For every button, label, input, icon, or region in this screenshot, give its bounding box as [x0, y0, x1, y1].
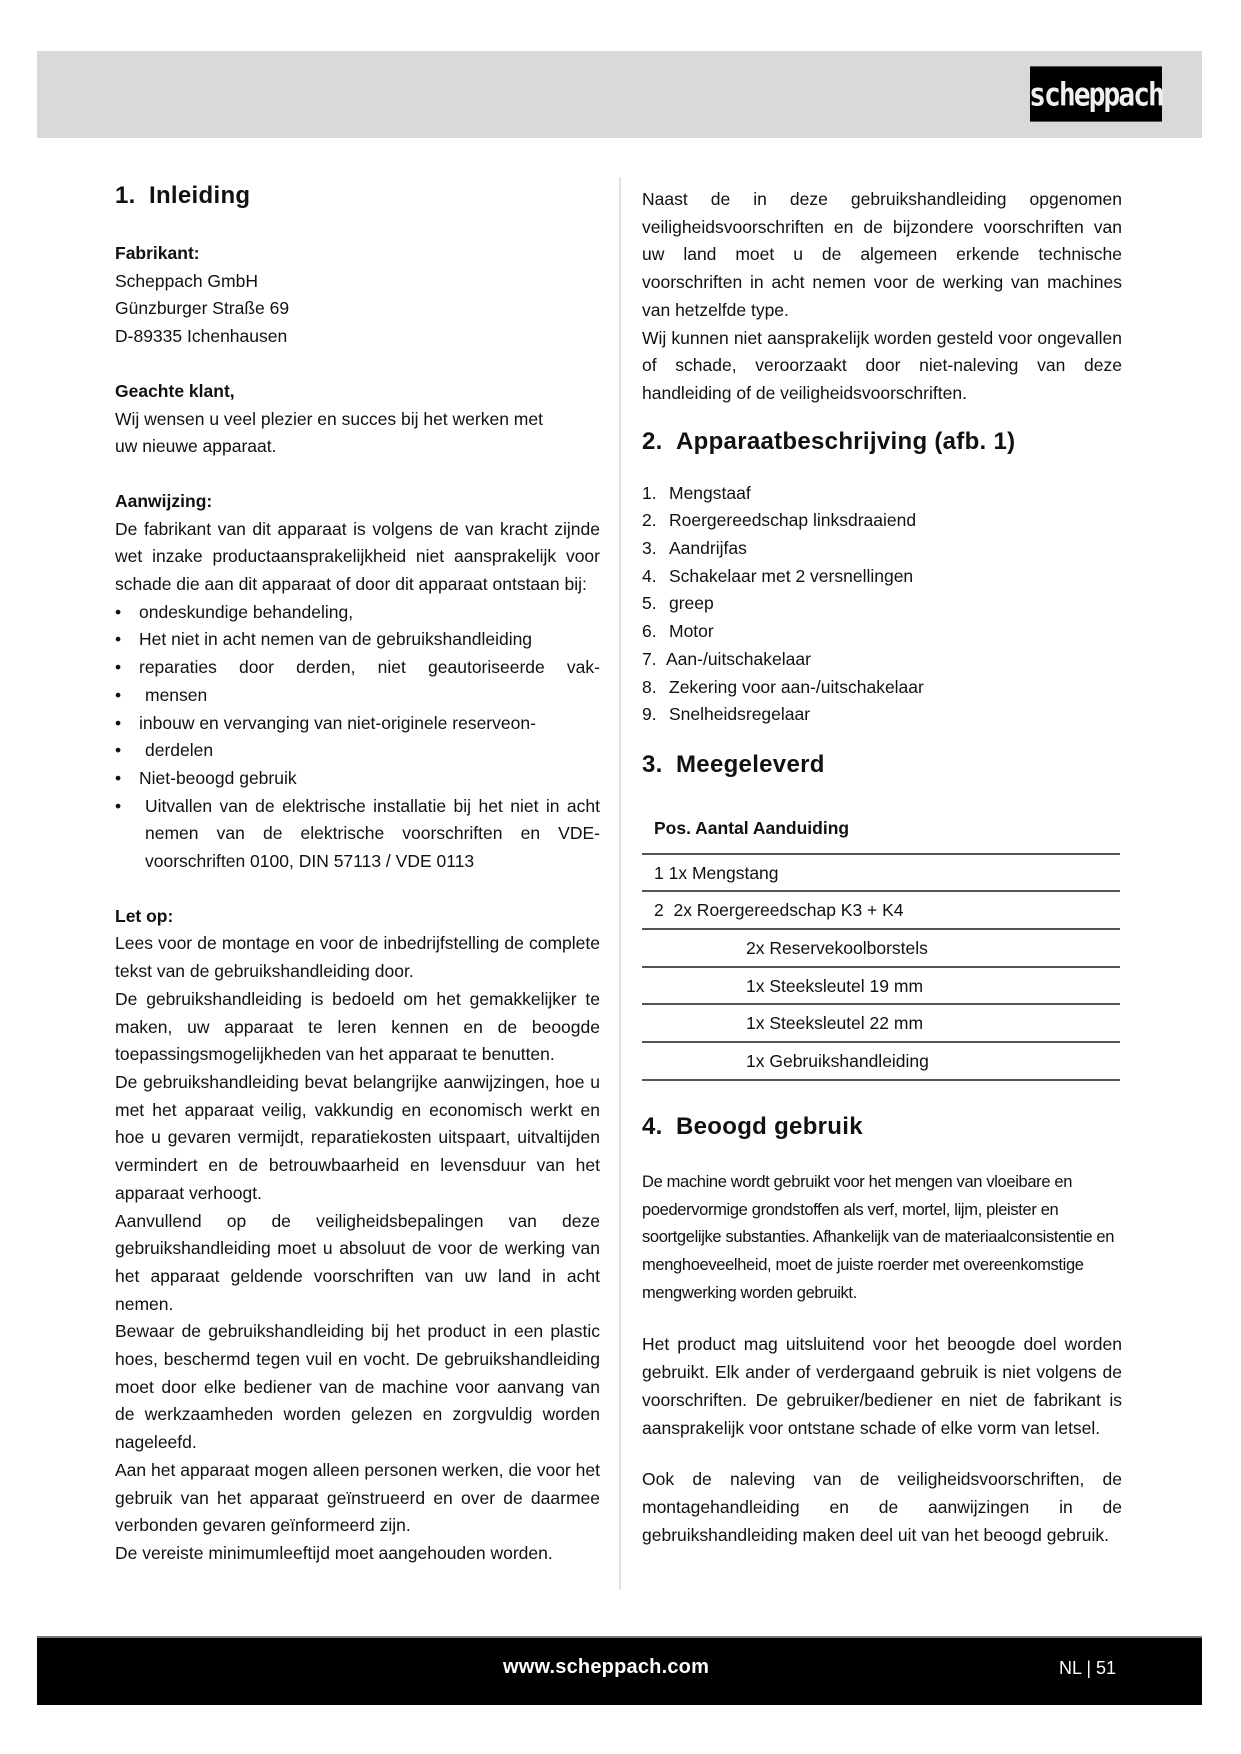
page-number: NL | 51 — [1059, 1658, 1117, 1678]
scheppach-logo: scheppach — [1030, 66, 1162, 121]
use-paragraph-3: Ook de naleving van de veiligheidsvoorschriften, de montagehandleiding en de aanwijzingen in de gebruikshandleiding maken deel uit van het beoogd gebruik. — [642, 1469, 1122, 1545]
manufacturer-name: Scheppach GmbH — [115, 270, 258, 291]
table-cell — [642, 1004, 1120, 1042]
cell-text: 1x Steeksleutel 19 mm — [746, 975, 924, 996]
table-header: Pos. Aantal Aanduiding — [642, 809, 1120, 854]
item-label: Aan-/uitschakelaar — [666, 648, 811, 669]
intro-paragraph-1: Naast de in deze gebruikshandleiding opgenomen veiligheidsvoorschriften en de bijzondere voorschriften van uw land moet u de algemeen erkende technische voorschriften in acht nemen voor de werking van machines van hetzelfde type. — [642, 189, 1122, 320]
attention-paragraph-5: Bewaar de gebruikshandleiding bij het product in een plastic hoes, beschermd tegen vuil en vocht. De gebruikshandleiding moet door elke bediener van de machine voor aanvang van de werkzaamheden worden gelezen en zorgvuldig worden nageleefd. — [115, 1321, 600, 1453]
item-number: 5. — [642, 593, 657, 614]
attention-paragraph-3: De gebruikshandleiding bevat belangrijke aanwijzingen, hoe u met het apparaat veilig, vakkundig en economisch werkt en hoe u gevaren vermijdt, reparatiekosten uitspaart, uitvaltijden vermindert en de betrouwbaarheid en levensduur van het apparaat verhoogt. — [115, 1071, 600, 1203]
item-number: 1. — [642, 482, 657, 503]
description-item — [642, 507, 1122, 535]
cell-text: 2 2x Roergereedschap K3 + K4 — [654, 900, 904, 921]
page-footer — [37, 1636, 1202, 1705]
dear-customer-line-1: Wij wensen u veel plezier en succes bij het werken met — [115, 408, 543, 429]
description-item — [642, 618, 1122, 646]
intro-paragraph-2: Wij kunnen niet aansprakelijk worden gesteld voor ongevallen of schade, veroorzaakt door niet-naleving van deze handleiding of de veiligheidsvoorschriften. — [642, 327, 1122, 403]
bullet-item: • Het niet in acht nemen van de gebruikshandleiding — [115, 626, 600, 654]
description-item — [642, 674, 1122, 702]
device-description-list — [642, 480, 1122, 729]
note-bullet-list — [115, 599, 600, 876]
table-cell — [642, 929, 1120, 967]
bullet-item: • ondeskundige behandeling, — [115, 599, 600, 627]
item-label: Zekering voor aan-/uitschakelaar — [669, 676, 924, 697]
item-label: greep — [669, 593, 714, 614]
table-row — [642, 967, 1120, 1005]
section-4-heading — [642, 1111, 1122, 1143]
attention-label: Let op: — [115, 905, 174, 926]
item-number: 4. — [642, 565, 657, 586]
item-label: Schakelaar met 2 versnellingen — [669, 565, 914, 586]
bullet-item — [115, 710, 600, 738]
section-title: Apparaatbeschrijving (afb. 1) — [676, 427, 1016, 455]
table-row — [642, 1004, 1120, 1042]
table-header-row — [642, 809, 1120, 854]
manufacturer-city: D-89335 Ichenhausen — [115, 326, 288, 347]
bullet-item — [115, 654, 600, 682]
dear-customer-line-2: uw nieuwe apparaat. — [115, 436, 277, 457]
bullet-text: Uitvallen van de elektrische installatie bij het niet in acht nemen van de elektrische voorschriften en VDE-voorschriften 0100, DIN 57113 / VDE 0113 — [145, 795, 600, 872]
supply-table — [642, 809, 1120, 1081]
cell-text: 1x Steeksleutel 22 mm — [746, 1013, 924, 1034]
description-item — [642, 535, 1122, 563]
website-link[interactable]: www.scheppach.com — [503, 1656, 710, 1678]
section-title: Meegeleverd — [676, 750, 825, 778]
description-item — [642, 646, 1122, 674]
section-number: 4. — [642, 1112, 663, 1140]
attention-paragraph-1: Lees voor de montage en voor de inbedrijfstelling de complete tekst van de gebruikshandleiding door. — [115, 933, 600, 982]
item-number: 3. — [642, 538, 657, 559]
table-row — [642, 854, 1120, 892]
bullet-text: derdelen — [145, 740, 214, 761]
table-row — [642, 929, 1120, 967]
note-text: De fabrikant van dit apparaat is volgens de van kracht zijnde wet inzake productaansprakelijkheid niet aansprakelijk voor schade die aan dit apparaat of door dit apparaat ontstaan bij: — [115, 518, 600, 595]
item-number: 6. — [642, 621, 657, 642]
table-row — [642, 891, 1120, 929]
section-number: 3. — [642, 750, 663, 778]
item-label: Roergereedschap linksdraaiend — [669, 510, 917, 531]
table-cell — [642, 967, 1120, 1005]
use-paragraph-1: De machine wordt gebruikt voor het mengen van vloeibare en poedervormige grondstoffen als verf, mortel, lijm, pleister en soortgelijke substanties. Afhankelijk van de materiaalconsistentie en menghoeveelheid, moet de juiste roerder met overeenkomstige mengwerking worden gebruikt. — [642, 1172, 1115, 1302]
bullet-item — [115, 793, 600, 876]
attention-paragraph-2: De gebruikshandleiding is bedoeld om het gemakkelijker te maken, uw apparaat te leren kennen en de beoogde toepassingsmogelijkheden van het apparaat te benutten. — [115, 988, 600, 1065]
item-number: 2. — [642, 510, 657, 531]
note-label: Aanwijzing: — [115, 490, 213, 511]
left-column — [115, 180, 600, 1568]
description-item — [642, 563, 1122, 591]
item-label: Snelheidsregelaar — [669, 704, 811, 725]
description-item — [642, 701, 1122, 729]
cell-text: 1x Gebruikshandleiding — [746, 1051, 929, 1072]
item-label: Motor — [669, 621, 714, 642]
attention-paragraph-6: Aan het apparaat mogen alleen personen werken, die voor het gebruik van het apparaat geïnstrueerd en over de daarmee verbonden gevaren geïnformeerd zijn. — [115, 1459, 600, 1536]
column-divider — [619, 177, 621, 1590]
table-cell — [642, 891, 1120, 929]
item-number: 7. — [642, 648, 657, 669]
manufacturer-label: Fabrikant: — [115, 243, 200, 263]
attention-paragraph-4: Aanvullend op de veiligheidsbepalingen van deze gebruikshandleiding moet u absoluut de voor de werking van het apparaat geldende voorschriften van uw land in acht nemen. — [115, 1210, 600, 1314]
bullet-text: mensen — [145, 684, 208, 705]
attention-paragraph-7: De vereiste minimumleeftijd moet aangehouden worden. — [115, 1542, 553, 1563]
item-label: Mengstaaf — [669, 482, 751, 503]
section-number: 1. — [115, 182, 136, 209]
section-2-heading — [642, 426, 1122, 458]
section-title: Beoogd gebruik — [676, 1112, 863, 1140]
section-3-heading — [642, 749, 1122, 781]
section-title: Inleiding — [149, 182, 251, 209]
description-item — [642, 590, 1122, 618]
use-paragraph-2: Het product mag uitsluitend voor het beoogde doel worden gebruikt. Elk ander of verdergaand gebruik is niet volgens de voorschriften. De gebruiker/bediener en niet de fabrikant is aansprakelijk voor ontstane schade of elke vorm van letsel. — [642, 1334, 1122, 1438]
bullet-text: reparaties door derden, niet geautoriseerde vak- — [139, 657, 600, 678]
manufacturer-street: Günzburger Straße 69 — [115, 298, 290, 319]
header-band — [37, 51, 1202, 138]
bullet-item: • Niet-beoogd gebruik — [115, 765, 600, 793]
table-cell: 1 1x Mengstang — [642, 854, 1120, 892]
section-1-heading — [115, 180, 600, 212]
bullet-continuation — [115, 737, 600, 765]
section-number: 2. — [642, 427, 663, 455]
description-item — [642, 480, 1122, 508]
right-column — [642, 186, 1122, 1549]
bullet-text: inbouw en vervanging van niet-originele reserveon- — [139, 712, 536, 733]
cell-text: 2x Reservekoolborstels — [746, 938, 928, 959]
table-row — [642, 1042, 1120, 1080]
item-number: 8. — [642, 676, 657, 697]
bullet-continuation — [115, 682, 600, 710]
item-label: Aandrijfas — [669, 538, 747, 559]
table-cell — [642, 1042, 1120, 1080]
item-number: 9. — [642, 704, 657, 725]
dear-customer-label: Geachte klant, — [115, 380, 235, 401]
